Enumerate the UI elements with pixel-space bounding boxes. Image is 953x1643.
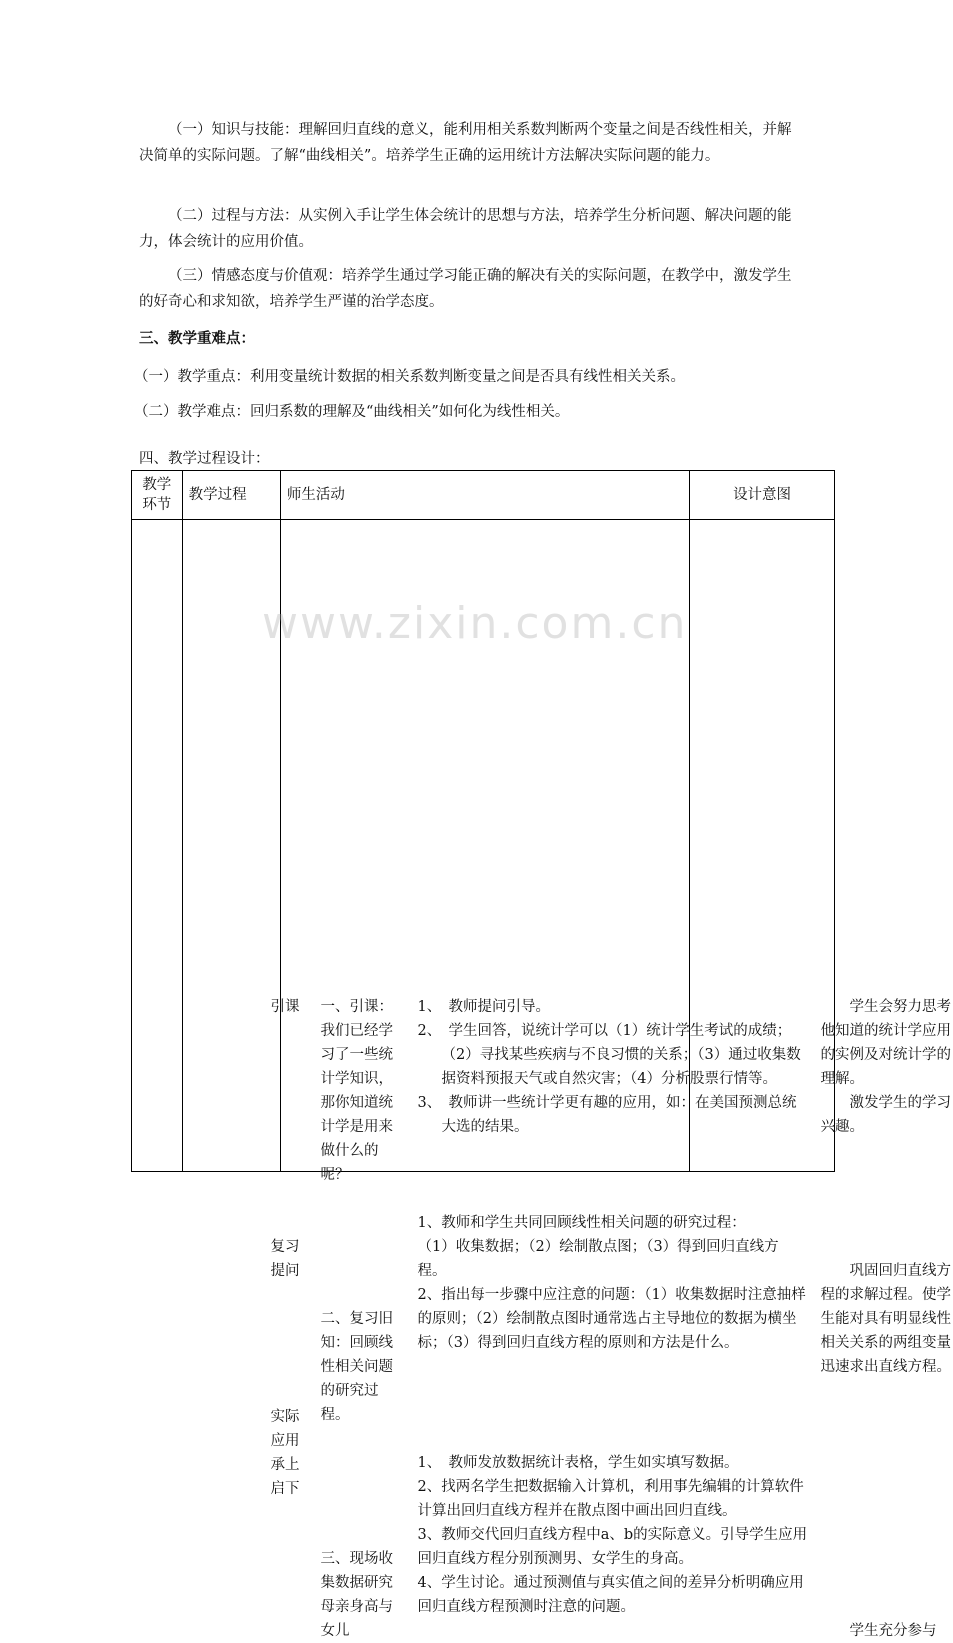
- list-item: 2、 学生回答，说统计学可以（1）统计学生考试的成绩；（2）寻找某些疾病与不良习惯的关系；（3）通过收集数据资料预报天气或自然灾害；（4）分析股票行情等。: [417, 1022, 801, 1087]
- stage-practice: 实际应用承上启下: [270, 1408, 300, 1497]
- process-intro: 一、引课：我们已经学习了一些统计学知识，那你知道统计学是用来做什么的呢？: [320, 998, 393, 1183]
- key-point-difficulty: （二）教学难点：回归系数的理解及“曲线相关”如何化为线性相关。: [134, 404, 570, 420]
- objective-knowledge: （一）知识与技能：理解回归直线的意义，能利用相关系数判断两个变量之间是否线性相关，并解决简单的实际问题。了解“曲线相关”。培养学生正确的运用统计方法解决实际问题的能力。: [139, 122, 792, 164]
- intent-review: [821, 1259, 953, 1379]
- header-process: 教学过程: [182, 471, 280, 520]
- process-heading: 四、教学过程设计：: [139, 451, 270, 467]
- activities-intro: [418, 995, 808, 1139]
- stage-intro: 引课: [270, 998, 300, 1015]
- intent-text: 学生会努力思考他知道的统计学应用的实例及对统计学的理解。: [820, 998, 951, 1087]
- list-item: 4、学生讨论。通过预测值与真实值之间的差异分析明确应用回归直线方程预测时注意的问题。: [417, 1574, 804, 1615]
- stage-column: [132, 520, 300, 1497]
- process-review: 二、复习旧知：回顾线性相关问题的研究过程。: [320, 1310, 393, 1423]
- list-item: 2、指出每一步骤中应注意的问题：（1）收集数据时注意抽样的原则；（2）绘制散点图时通常选占主导地位的数据为横坐标；（3）得到回归直线方程的原则和方法是什么。: [417, 1286, 806, 1351]
- intent-intro: [821, 995, 953, 1139]
- stage-review: 复习提问: [270, 1238, 300, 1279]
- key-point-focus: （一）教学重点：利用变量统计数据的相关系数判断变量之间是否具有线性相关关系。: [134, 369, 685, 385]
- header-stage: 教学环节: [132, 471, 183, 520]
- activities-review: [418, 1211, 808, 1355]
- list-item: 2、找两名学生把数据输入计算机，利用事先编辑的计算软件计算出回归直线方程并在散点图中画出回归直线。: [417, 1478, 804, 1519]
- header-intent: 设计意图: [690, 471, 835, 520]
- list-item: （1）收集数据；（2）绘制散点图；（3）得到回归直线方程。: [417, 1238, 779, 1279]
- activities-practice: [418, 1451, 808, 1619]
- table-header-row: [132, 471, 835, 520]
- table-body-row: [132, 520, 835, 1172]
- header-activities: 师生活动: [280, 471, 689, 520]
- list-item: 1、教师和学生共同回顾线性相关问题的研究过程：: [417, 1214, 746, 1231]
- intent-text: 巩固回归直线方程的求解过程。使学生能对具有明显线性相关关系的两组变量迅速求出直线方程。: [820, 1262, 951, 1375]
- process-practice: 三、现场收集数据研究母亲身高与女儿: [320, 1550, 393, 1639]
- key-points-heading: 三、教学重难点：: [139, 331, 255, 347]
- list-item: 3、教师交代回归直线方程中a、b的实际意义。引导学生应用回归直线方程分别预测男、女学生的身高。: [417, 1526, 808, 1567]
- lesson-plan-table: [131, 470, 951, 1639]
- intent-text: 学生充分参与: [849, 1622, 937, 1639]
- watermark: www.zixin.com.cn: [262, 598, 688, 649]
- intent-text: 激发学生的学习兴趣。: [820, 1094, 951, 1135]
- objective-process: （二）过程与方法：从实例入手让学生体会统计的思想与方法，培养学生分析问题、解决问题的能力，体会统计的应用价值。: [139, 208, 792, 250]
- intent-practice: [821, 1619, 953, 1643]
- list-item: 3、 教师讲一些统计学更有趣的应用，如：在美国预测总统大选的结果。: [417, 1094, 797, 1135]
- list-item: 1、 教师提问引导。: [417, 998, 550, 1015]
- objective-emotion: （三）情感态度与价值观：培养学生通过学习能正确的解决有关的实际问题，在教学中，激发学生的好奇心和求知欲，培养学生严谨的治学态度。: [139, 268, 792, 310]
- list-item: 1、 教师发放数据统计表格，学生如实填写数据。: [417, 1454, 739, 1471]
